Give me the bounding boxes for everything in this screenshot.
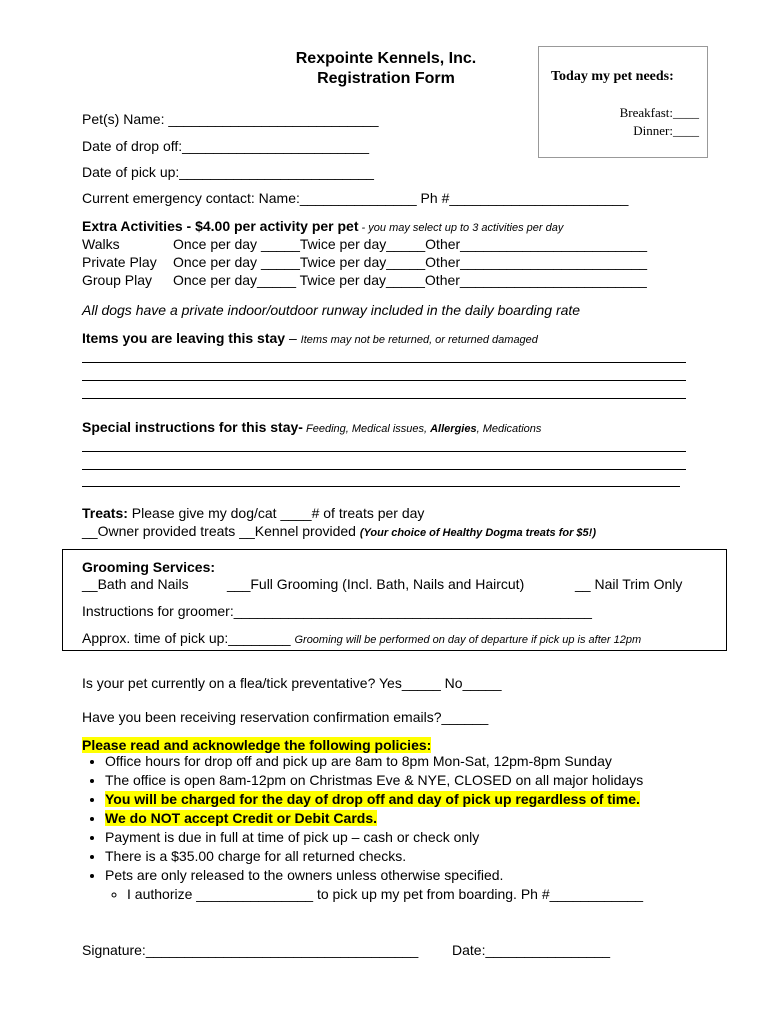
pet-name-field[interactable]: Pet(s) Name: ___________________________ <box>82 111 379 127</box>
confirmation-emails-question[interactable]: Have you been receiving reservation confirmation emails?______ <box>82 709 489 725</box>
groomer-instructions-field[interactable]: Instructions for groomer:______________________________________________ <box>82 603 592 619</box>
policy-item <box>105 790 755 809</box>
policy-item <box>105 809 755 828</box>
grooming-heading: Grooming Services: <box>82 559 216 575</box>
treats-label: Treats: <box>82 505 128 521</box>
items-heading <box>82 330 538 346</box>
activity-name: Private Play <box>82 254 157 270</box>
date-field[interactable]: Date:________________ <box>452 942 611 958</box>
grooming-pickup-time-field[interactable]: Approx. time of pick up:________ <box>82 630 295 646</box>
activity-options[interactable]: Once per day _____Twice per day_____Other________________________ <box>173 254 648 270</box>
policy-item: • Pets are only released to the owners unless otherwise specified. <box>105 866 755 885</box>
grooming-full-option[interactable]: ___Full Grooming (Incl. Bath, Nails and Haircut) <box>227 576 525 592</box>
treats-note: (Your choice of Healthy Dogma treats for $5!) <box>359 527 596 539</box>
special-note-pre: Feeding, Medical issues, <box>302 423 431 435</box>
items-dash: – <box>285 330 301 346</box>
items-heading-text: Items you are leaving this stay <box>82 330 286 346</box>
treats-count-text[interactable]: Please give my dog/cat ____# of treats per day <box>127 505 425 521</box>
items-note: Items may not be returned, or returned damaged <box>300 334 538 346</box>
activity-row-private-play[interactable] <box>82 254 647 270</box>
activities-heading-text: Extra Activities - $4.00 per activity per pet <box>82 218 359 234</box>
items-line-3[interactable] <box>82 398 686 399</box>
form-title: Rexpointe Kennels, Inc. <box>295 50 477 67</box>
policies-heading <box>82 737 431 753</box>
activity-name: Walks <box>82 236 120 252</box>
activity-options[interactable]: Once per day_____ Twice per day_____Other________________________ <box>173 272 647 288</box>
policy-item: • The office is open 8am-12pm on Christmas Eve & NYE, CLOSED on all major holidays <box>105 771 755 790</box>
activity-options[interactable]: Once per day _____Twice per day_____Other________________________ <box>173 236 648 252</box>
policy-sub-container <box>105 885 755 904</box>
grooming-bath-nails-option[interactable]: __Bath and Nails <box>82 576 189 592</box>
activity-row-group-play[interactable] <box>82 272 647 288</box>
runway-note: All dogs have a private indoor/outdoor runway included in the daily boarding rate <box>82 302 581 318</box>
emergency-contact-field[interactable]: Current emergency contact: Name:_______________ Ph #_______________________ <box>82 190 629 206</box>
policy-item: • There is a $35.00 charge for all returned checks. <box>105 847 755 866</box>
authorize-pickup-field[interactable]: ◦ I authorize _______________ to pick up my pet from boarding. Ph #____________ <box>127 885 755 904</box>
grooming-pickup-note: Grooming will be performed on day of departure if pick up is after 12pm <box>294 634 642 646</box>
flea-tick-question[interactable]: Is your pet currently on a flea/tick preventative? Yes_____ No_____ <box>82 675 502 691</box>
activity-name: Group Play <box>82 272 153 288</box>
signature-field[interactable]: Signature:___________________________________ <box>82 942 419 958</box>
policy-item-highlight: You will be charged for the day of drop off and day of pick up regardless of time. <box>105 791 640 807</box>
treats-line-2[interactable] <box>82 523 596 539</box>
policies-heading-text: Please read and acknowledge the following policies: <box>82 737 432 753</box>
special-note-post: , Medications <box>476 423 542 435</box>
breakfast-field[interactable]: Breakfast:____ <box>619 105 699 120</box>
treats-line-1[interactable] <box>82 505 424 521</box>
special-line-1[interactable] <box>82 451 686 452</box>
activities-note: - you may select up to 3 activities per day <box>358 222 564 234</box>
special-heading <box>82 419 541 435</box>
policies-list <box>82 752 755 904</box>
grooming-pickup-row[interactable] <box>82 630 641 646</box>
policy-item-highlight: We do NOT accept Credit or Debit Cards. <box>105 810 378 826</box>
items-line-1[interactable] <box>82 362 686 363</box>
special-line-3[interactable] <box>82 486 680 487</box>
form-subtitle: Registration Form <box>317 70 455 87</box>
items-line-2[interactable] <box>82 380 686 381</box>
pet-needs-box <box>538 46 708 158</box>
policy-sub-list <box>105 885 755 904</box>
treats-provider-options[interactable]: __Owner provided treats __Kennel provided <box>82 523 360 539</box>
grooming-nail-trim-option[interactable]: __ Nail Trim Only <box>575 576 683 592</box>
dinner-field[interactable]: Dinner:____ <box>633 123 699 138</box>
policy-item: • Payment is due in full at time of pick up – cash or check only <box>105 828 755 847</box>
pet-needs-title: Today my pet needs: <box>551 69 674 84</box>
pick-up-date-field[interactable]: Date of pick up:_________________________ <box>82 164 374 180</box>
special-note-allergies: Allergies <box>430 423 477 435</box>
policy-item: • Office hours for drop off and pick up are 8am to 8pm Mon-Sat, 12pm-8pm Sunday <box>105 752 755 771</box>
special-line-2[interactable] <box>82 469 686 470</box>
special-heading-text: Special instructions for this stay- <box>82 419 303 435</box>
drop-off-date-field[interactable]: Date of drop off:________________________ <box>82 138 370 154</box>
activity-row-walks[interactable] <box>82 236 647 252</box>
activities-heading <box>82 218 563 234</box>
